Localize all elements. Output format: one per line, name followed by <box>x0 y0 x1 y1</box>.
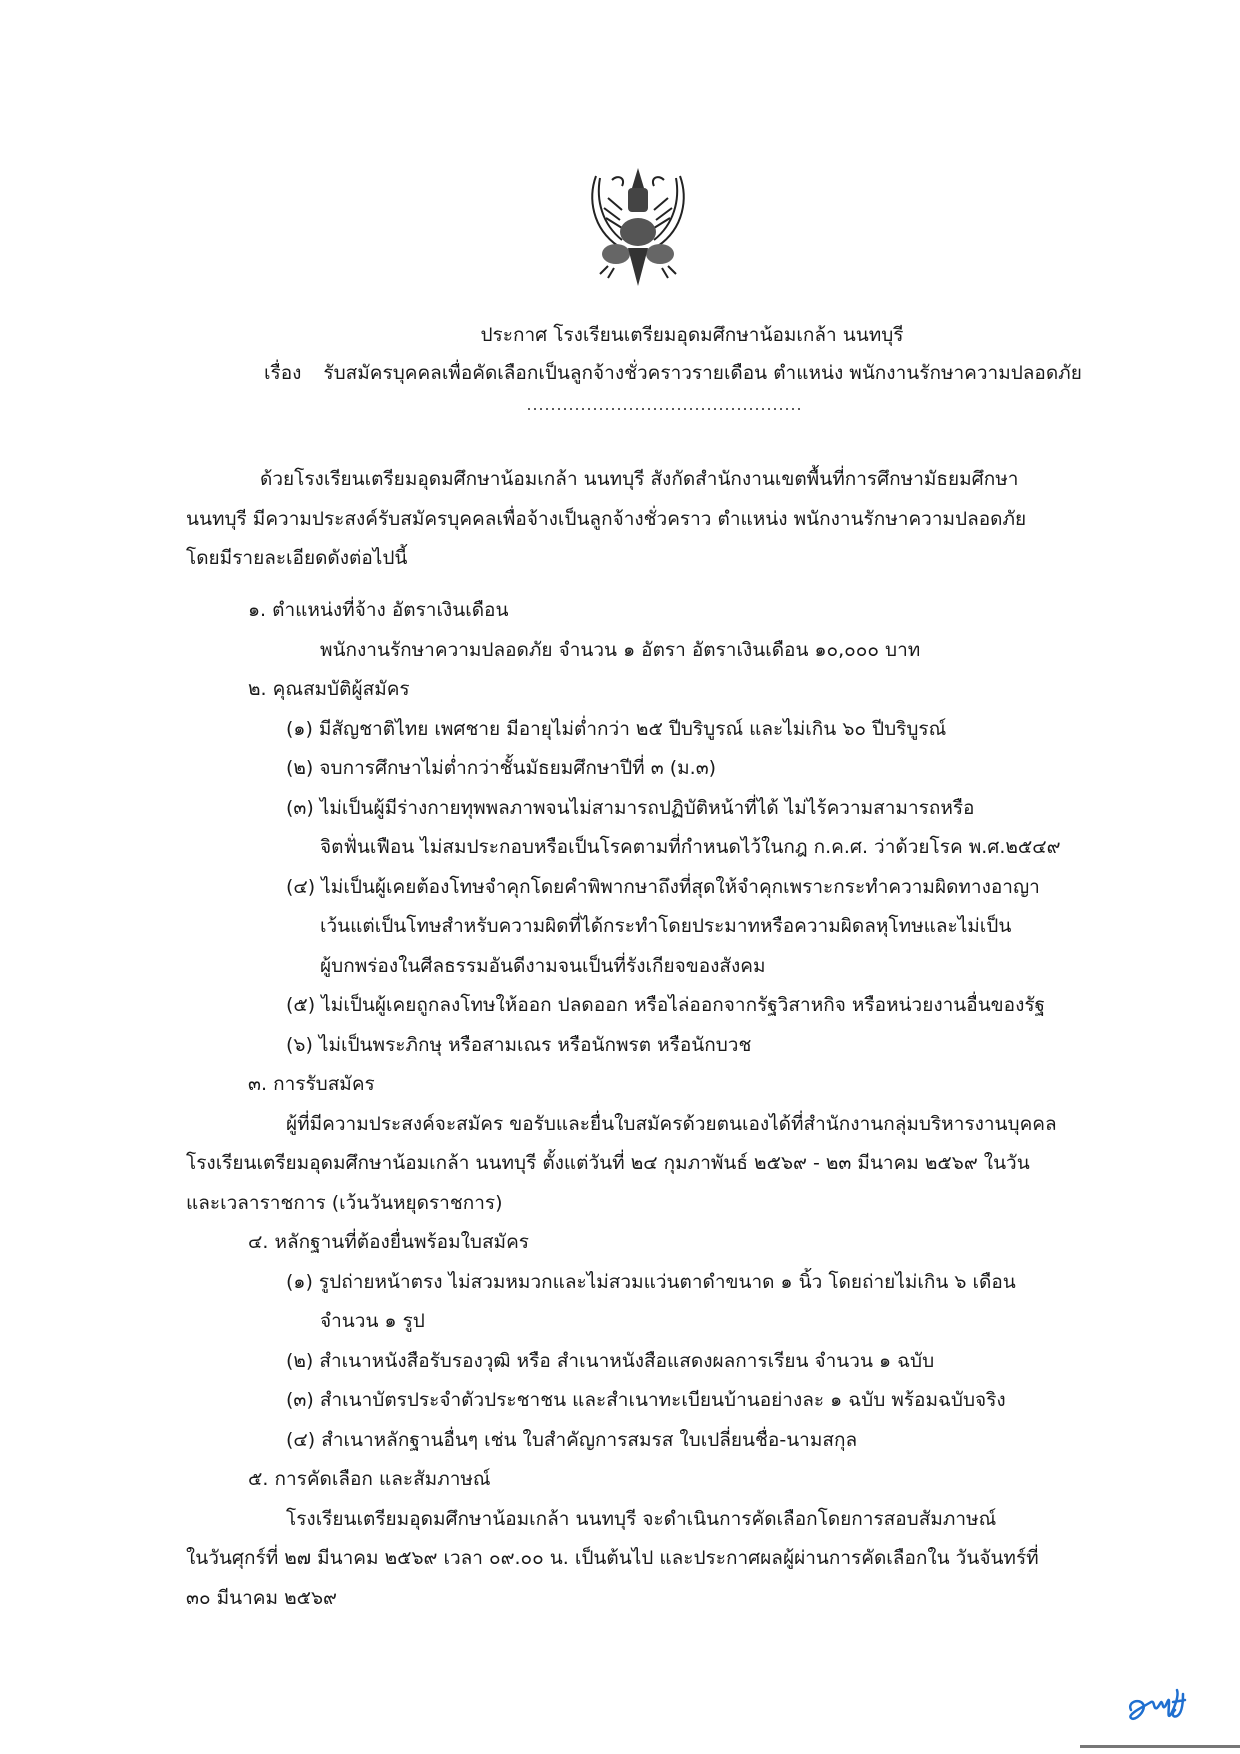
garuda-emblem-icon <box>578 158 698 290</box>
section-line: โรงเรียนเตรียมอุดมศึกษาน้อมเกล้า นนทบุรี ตั้งแต่วันที่ ๒๔ กุมภาพันธ์ ๒๕๖๙ - ๒๓ มีนาคม ๒๕๖๙ ในวัน <box>186 1152 1030 1174</box>
list-item-cont: จิตฟั่นเฟือน ไม่สมประกอบหรือเป็นโรคตามที่กำหนดไว้ในกฎ ก.ค.ศ. ว่าด้วยโรค พ.ศ.๒๕๔๙ <box>320 836 1061 858</box>
announcement-title: ประกาศ โรงเรียนเตรียมอุดมศึกษาน้อมเกล้า นนทบุรี <box>480 324 904 346</box>
section-line: โรงเรียนเตรียมอุดมศึกษาน้อมเกล้า นนทบุรี จะดำเนินการคัดเลือกโดยการสอบสัมภาษณ์ <box>286 1508 997 1530</box>
section-line: ๓๐ มีนาคม ๒๕๖๙ <box>186 1587 337 1609</box>
subject-text: รับสมัครบุคคลเพื่อคัดเลือกเป็นลูกจ้างชั่วคราวรายเดือน ตำแหน่ง พนักงานรักษาความปลอดภัย <box>323 362 1082 384</box>
section-heading: ๒. คุณสมบัติผู้สมัคร <box>248 678 410 700</box>
section-heading: ๕. การคัดเลือก และสัมภาษณ์ <box>248 1468 491 1490</box>
list-item: (๑) รูปถ่ายหน้าตรง ไม่สวมหมวกและไม่สวมแว่นตาดำขนาด ๑ นิ้ว โดยถ่ายไม่เกิน ๖ เดือน <box>286 1271 1016 1293</box>
list-item: (๓) สำเนาบัตรประจำตัวประชาชน และสำเนาทะเบียนบ้านอย่างละ ๑ ฉบับ พร้อมฉบับจริง <box>286 1389 1006 1411</box>
intro-line: โดยมีรายละเอียดดังต่อไปนี้ <box>186 547 408 569</box>
dotted-separator <box>526 408 802 410</box>
section-heading: ๓. การรับสมัคร <box>248 1073 375 1095</box>
signature-icon <box>1125 1680 1195 1730</box>
section-heading: ๑. ตำแหน่งที่จ้าง อัตราเงินเดือน <box>248 599 509 621</box>
list-item: (๓) ไม่เป็นผู้มีร่างกายทุพพลภาพจนไม่สามารถปฏิบัติหน้าที่ได้ ไม่ไร้ความสามารถหรือ <box>286 797 975 819</box>
list-item: (๔) ไม่เป็นผู้เคยต้องโทษจำคุกโดยคำพิพากษาถึงที่สุดให้จำคุกเพราะกระทำความผิดทางอาญา <box>286 876 1040 898</box>
list-item: (๒) จบการศึกษาไม่ต่ำกว่าชั้นมัธยมศึกษาปีที่ ๓ (ม.๓) <box>286 757 717 779</box>
section-line: ในวันศุกร์ที่ ๒๗ มีนาคม ๒๕๖๙ เวลา ๐๙.๐๐ น. เป็นต้นไป และประกาศผลผู้ผ่านการคัดเลือกใน วันจันทร์ที่ <box>186 1547 1039 1569</box>
section-line: ผู้ที่มีความประสงค์จะสมัคร ขอรับและยื่นใบสมัครด้วยตนเองได้ที่สำนักงานกลุ่มบริหารงานบุคคล <box>286 1113 1057 1135</box>
list-item: (๖) ไม่เป็นพระภิกษุ หรือสามเณร หรือนักพรต หรือนักบวช <box>286 1034 752 1056</box>
section-line: และเวลาราชการ (เว้นวันหยุดราชการ) <box>186 1192 503 1214</box>
intro-line: นนทบุรี มีความประสงค์รับสมัครบุคคลเพื่อจ้างเป็นลูกจ้างชั่วคราว ตำแหน่ง พนักงานรักษาความปลอดภัย <box>186 508 1027 530</box>
list-item: (๕) ไม่เป็นผู้เคยถูกลงโทษให้ออก ปลดออก หรือไล่ออกจากรัฐวิสาหกิจ หรือหน่วยงานอื่นของรัฐ <box>286 994 1046 1016</box>
intro-line: ด้วยโรงเรียนเตรียมอุดมศึกษาน้อมเกล้า นนทบุรี สังกัดสำนักงานเขตพื้นที่การศึกษามัธยมศึกษา <box>260 468 1019 490</box>
page-edge-line <box>1080 1745 1240 1748</box>
list-item: (๒) สำเนาหนังสือรับรองวุฒิ หรือ สำเนาหนังสือแสดงผลการเรียน จำนวน ๑ ฉบับ <box>286 1350 935 1372</box>
section-heading: ๔. หลักฐานที่ต้องยื่นพร้อมใบสมัคร <box>248 1231 529 1253</box>
list-item-cont: ผู้บกพร่องในศีลธรรมอันดีงามจนเป็นที่รังเกียจของสังคม <box>320 955 766 977</box>
list-item: (๑) มีสัญชาติไทย เพศชาย มีอายุไม่ต่ำกว่า ๒๕ ปีบริบูรณ์ และไม่เกิน ๖๐ ปีบริบูรณ์ <box>286 718 947 740</box>
list-item: (๔) สำเนาหลักฐานอื่นๆ เช่น ใบสำคัญการสมรส ใบเปลี่ยนชื่อ-นามสกุล <box>286 1429 858 1451</box>
subject-label: เรื่อง <box>264 362 302 384</box>
list-item-cont: จำนวน ๑ รูป <box>320 1310 425 1332</box>
subject-line <box>264 358 1082 388</box>
section-line: พนักงานรักษาความปลอดภัย จำนวน ๑ อัตรา อัตราเงินเดือน ๑๐,๐๐๐ บาท <box>320 639 921 661</box>
list-item-cont: เว้นแต่เป็นโทษสำหรับความผิดที่ได้กระทำโดยประมาทหรือความผิดลหุโทษและไม่เป็น <box>320 915 1012 937</box>
